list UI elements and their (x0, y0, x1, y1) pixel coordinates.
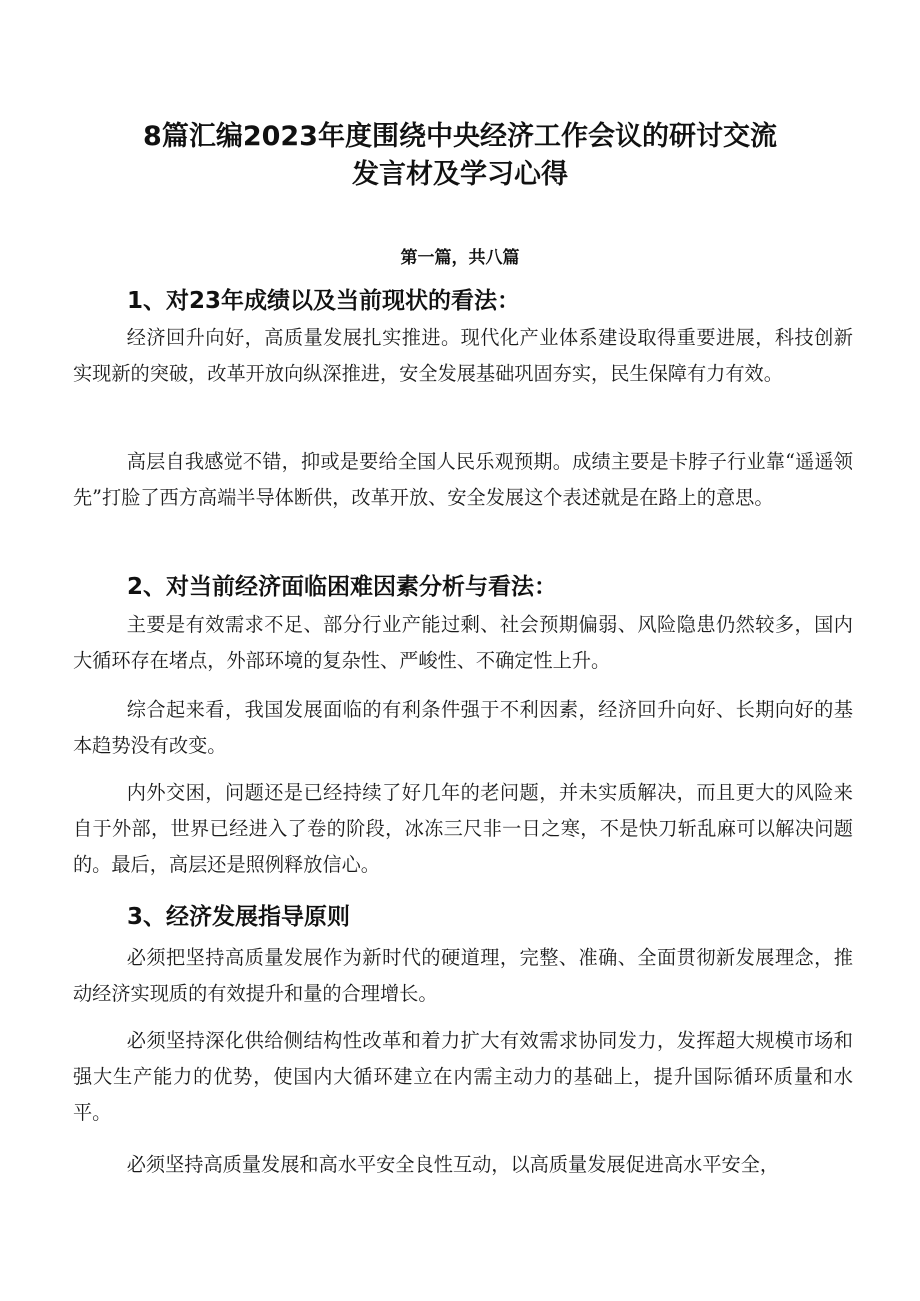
section-2-paragraph-3: 内外交困，问题还是已经持续了好几年的老问题，并未实质解决，而且更大的风险来自于外部，世界已经进入了卷的阶段，冰冻三尺非一日之寒，不是快刀斩乱麻可以解决问题的。最后，高层还是照例释放信心。 (73, 781, 853, 876)
section-1-heading: 1、对23年成绩以及当前现状的看法： (127, 288, 521, 314)
section-3-heading: 3、经济发展指导原则 (127, 904, 351, 930)
document-title-line-2: 发言材及学习心得 (352, 159, 568, 190)
document-subtitle: 第一篇，共八篇 (400, 248, 520, 268)
section-1-paragraph-2: 高层自我感觉不错，抑或是要给全国人民乐观预期。成绩主要是卡脖子行业靠“遥遥领先”打脸了西方高端半导体断供，改革开放、安全发展这个表述就是在路上的意思。 (73, 450, 853, 509)
section-2-paragraph-2: 综合起来看，我国发展面临的有利条件强于不利因素，经济回升向好、长期向好的基本趋势没有改变。 (73, 698, 853, 757)
section-2-heading: 2、对当前经济面临困难因素分析与看法： (127, 574, 558, 600)
section-3-paragraph-1: 必须把坚持高质量发展作为新时代的硬道理，完整、准确、全面贯彻新发展理念，推动经济实现质的有效提升和量的合理增长。 (73, 946, 853, 1005)
section-3-paragraph-2: 必须坚持深化供给侧结构性改革和着力扩大有效需求协同发力，发挥超大规模市场和强大生产能力的优势，使国内大循环建立在内需主动力的基础上，提升国际循环质量和水平。 (73, 1029, 853, 1124)
section-2-paragraph-1: 主要是有效需求不足、部分行业产能过剩、社会预期偏弱、风险隐患仍然较多，国内大循环存在堵点，外部环境的复杂性、严峻性、不确定性上升。 (73, 613, 853, 672)
section-3-paragraph-3: 必须坚持高质量发展和高水平安全良性互动，以高质量发展促进高水平安全， (126, 1153, 780, 1176)
document-title-line-1: 8篇汇编2023年度围绕中央经济工作会议的研讨交流 (143, 121, 777, 152)
section-1-paragraph-1: 经济回升向好，高质量发展扎实推进。现代化产业体系建设取得重要进展，科技创新实现新的突破，改革开放向纵深推进，安全发展基础巩固夯实，民生保障有力有效。 (73, 326, 853, 385)
